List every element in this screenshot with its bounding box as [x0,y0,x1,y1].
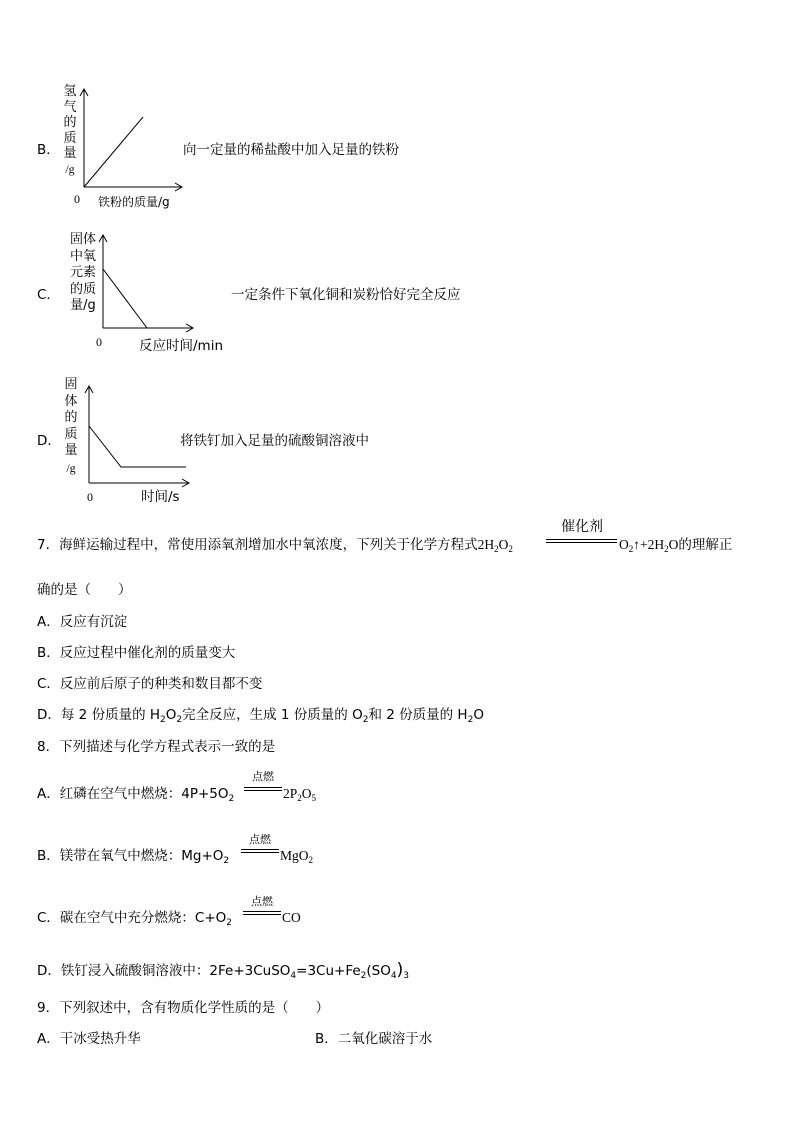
question-7-stem-tail: 的理解正 [678,537,733,553]
graph-d-ylabel [61,377,81,476]
opt-part: C．碳在空气中充分燃烧：C+O [37,910,227,926]
opt-part: B．镁带在氧气中燃烧：Mg+O [37,848,224,864]
opt-part: ) [396,960,404,980]
q7-option-c: C．反应前后原子的种类和数目都不变 [37,676,263,692]
graph-d-curve [89,426,186,467]
option-d-letter: D． [37,433,61,449]
q7-option-b: B．反应过程中催化剂的质量变大 [37,645,236,661]
opt-part: D．铁钉浸入硫酸铜溶液中：2Fe+3CuSO [37,963,291,979]
opt-part: 和 2 份质量的 H [368,707,468,723]
opt-part: O [165,707,177,723]
graph-c-ylabel-line: 量/g [70,298,96,313]
q8-c-equals [243,911,281,915]
graph-d-ylabel-line: 体 [64,393,78,409]
graph-d-xlabel: 时间/s [141,489,180,505]
graph-b-ylabel-line: 量 [63,146,77,162]
q9-option-a: A．干冰受热升华 [37,1031,141,1047]
graph-c-ylabel-line: 的质 [69,281,96,297]
opt-sub: 2 [160,715,166,725]
opt-sub: 2 [226,918,233,928]
opt-sub: 3 [403,971,409,981]
opt-part: (SO [366,963,391,979]
opt-part: O [473,707,484,723]
graph-b-ylabel-line: 的 [63,115,77,131]
question-7-stem [37,536,513,554]
graph-d-ylabel-line: 质 [64,426,78,442]
graph-c-ylabel-line: 中氧 [69,248,96,264]
graph-d-ylabel-line: 的 [64,410,78,425]
eq-sub: 2 [508,544,513,554]
graph-b-curve [84,117,143,187]
opt-sub: 2 [360,971,367,981]
graph-b-xlabel: 铁粉的质量/g [98,195,170,209]
graph-d-ylabel-line: 量 [64,443,78,458]
graph-b-axes [78,86,188,196]
q8-c-condition: 点燃 [251,895,273,908]
graph-d-axes [83,383,193,488]
question-7-stem-line2: 确的是（ ） [37,582,132,598]
q7-equation-left [478,537,513,552]
graph-c-ylabel-line: 固体 [69,232,96,247]
eq-part: 2H [477,537,495,552]
opt-sub: 4 [390,971,397,981]
q8-option-a-right [283,785,316,803]
q9-option-b: B．二氧化碳溶于水 [315,1031,433,1047]
q7-catalyst-label: 催化剂 [561,519,603,535]
opt-sub: 2 [467,715,474,725]
eq-part: O [498,537,509,552]
option-c-letter: C． [37,287,60,303]
graph-c-axes [97,232,197,332]
eq-sub: 2 [628,544,634,554]
opt-sub: 5 [311,793,317,803]
opt-sub: 2 [308,855,314,865]
gas-arrow: ↑ [633,537,640,552]
question-9-stem: 9．下列叙述中，含有物质化学性质的是（ ） [37,1000,330,1016]
graph-d-description: 将铁钉加入足量的硫酸铜溶液中 [180,433,369,449]
graph-d-origin: 0 [87,490,93,504]
q8-option-c-right: CO [282,910,301,925]
graph-c-description: 一定条件下氧化铜和炭粉恰好完全反应 [231,287,461,303]
opt-part: 完全反应，生成 1 份质量的 O [182,707,363,723]
opt-part: O [301,786,312,801]
graph-b-ylabel-line: /g [65,161,75,176]
q8-option-b-right [280,847,313,865]
question-7-stem-text: 7．海鲜运输过程中，常使用添氧剂增加水中氧浓度，下列关于化学方程式 [37,537,478,553]
opt-part: A．红磷在空气中燃烧：4P+5O [37,786,229,802]
q8-b-equals [241,849,279,853]
opt-sub: 2 [297,793,302,803]
graph-c-curve [103,269,147,328]
q7-option-d [37,706,484,724]
eq-part: +2H [640,537,665,552]
graph-b-ylabel-line: 氢 [63,84,77,99]
graph-b-description: 向一定量的稀盐酸中加入足量的铁粉 [183,142,399,158]
opt-sub: 2 [362,715,369,725]
q8-option-d [37,961,409,980]
opt-part: MgO [280,848,309,863]
option-b-letter: B． [37,142,60,158]
graph-d-ylabel-line: /g [66,460,76,475]
eq-sub: 2 [494,544,499,554]
graph-c-ylabel-line: 元素 [69,265,96,280]
graph-b-ylabel [60,84,80,178]
graph-b-ylabel-line: 质 [63,130,77,146]
graph-d-ylabel-line: 固 [64,377,78,392]
graph-b-origin: 0 [74,192,80,206]
opt-part: 2P [283,786,298,801]
graph-b-ylabel-line: 气 [63,99,77,115]
opt-sub: 2 [228,794,235,804]
opt-sub: 2 [176,715,183,725]
opt-part: D．每 2 份质量的 H [37,707,161,723]
q8-option-c-left [37,909,232,927]
q8-option-b-left [37,847,229,865]
opt-part: =3Cu+Fe [296,963,361,979]
eq-sub: 2 [664,544,669,554]
question-8-stem: 8．下列描述与化学方程式表示一致的是 [37,739,276,755]
q8-option-a-left [37,785,234,803]
graph-c-ylabel [66,232,100,315]
eq-part: O [668,537,679,552]
q8-a-equals [244,787,282,791]
q8-a-condition: 点燃 [252,770,274,783]
q7-equals-sign [546,539,617,543]
graph-c-origin: 0 [96,335,102,349]
q7-option-a: A．反应有沉淀 [37,614,128,630]
q8-b-condition: 点燃 [249,833,271,846]
q7-equation-right [619,536,732,554]
graph-c-xlabel: 反应时间/min [139,338,224,354]
opt-sub: 2 [223,856,230,866]
eq-part: O [619,537,629,552]
opt-sub: 4 [290,971,297,981]
